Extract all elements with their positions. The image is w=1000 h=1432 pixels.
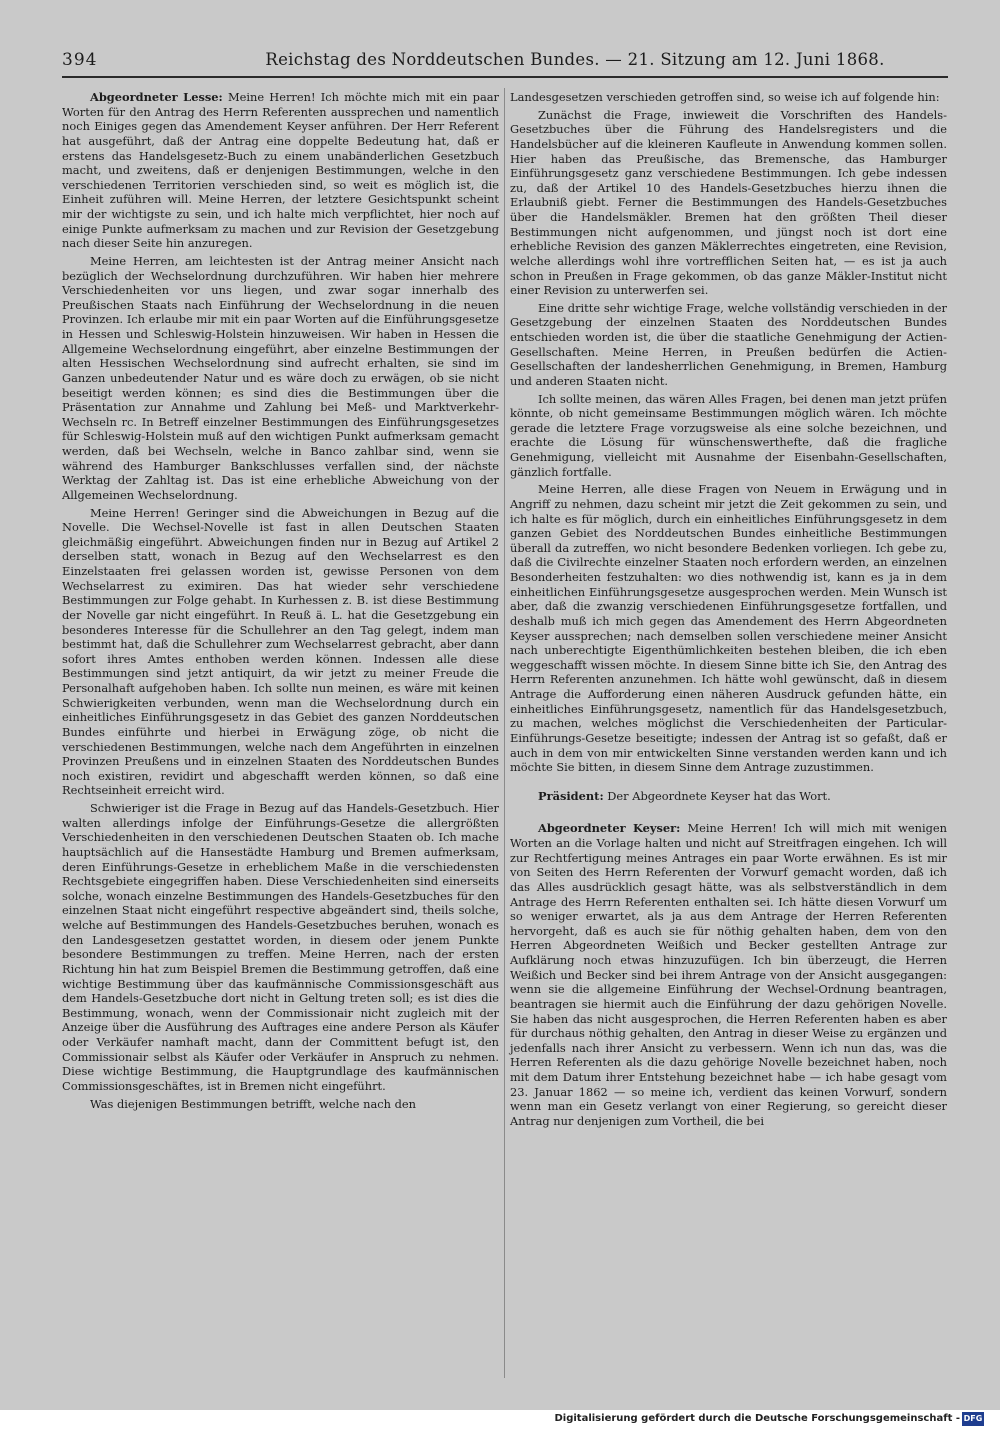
paragraph-text: Meine Herren, am leichtesten ist der Antrag meiner Ansicht nach bezüglich der Wechselordnung durchzuführen. Wir haben hier mehrere Verschiedenheiten vor uns liegen, und zwar sogar innerhalb des Preußischen Staats nach Einführung der Wechselordnung in die neuen Provinzen. Ich erlaube mir mit ein paar Worten auf die Einführungsgesetze in Hessen und Schleswig-Holstein hinzuweisen. Wir haben in Hessen die Allgemeine Wechselordnung eingeführt, aber einzelne Bestimmungen der alten Hessischen Wechselordnung sind aufrecht erhalten, sie sind im Ganzen unbedeutender Natur und es wäre doch zu erwägen, ob sie nicht beseitigt werden können; es sind dies die Bestimmungen über die Präsentation zur Annahme und Zahlung bei Meß- und Marktverkehr-Wechseln rc. In Betreff einzelner Bestimmungen des Einführungsgesetzes für Schleswig-Holstein muß auf den wichtigen Punkt aufmerksam gemacht werden, daß bei Wechseln, welche in Banco zahlbar sind, wenn sie während des Hamburger Bankschlusses verfallen sind, der nächste Werktag der Zahltag ist. Das ist eine erhebliche Abweichung von der Allgemeinen Wechselordnung.	[62, 253, 499, 502]
paragraph-text: Schwieriger ist die Frage in Bezug auf das Handels-Gesetzbuch. Hier walten allerdings infolge der Einführungs-Gesetze die allergrößten Verschiedenheiten in den verschiedenen Deutschen Staaten ob. Ich mache hauptsächlich auf die Hansestädte Hamburg und Bremen aufmerksam, deren Einführungs-Gesetze in erheblichem Maße in die verschiedensten Rechtsgebiete eingegriffen haben. Diese Verschiedenheiten sind einerseits solche, wonach einzelne Bestimmungen des Handels-Gesetzbuches für den einzelnen Staat nicht eingeführt respective abgeändert sind, theils solche, welche auf Bestimmungen des Handels-Gesetzbuches beruhen, wonach es den Landesgesetzen gestattet worden, in diesem oder jenem Punkte besondere Bestimmungen zu treffen. Meine Herren, nach der ersten Richtung hin hat zum Beispiel Bremen die Bestimmung getroffen, daß eine wichtige Bestimmung über das kaufmännische Commissionsgeschäft aus dem Handels-Gesetzbuche dort nicht in Geltung treten soll; es ist dies die Bestimmung, wonach, wenn der Commissionair nicht zugleich mit der Anzeige über die Ausführung des Auftrages eine andere Person als Käufer oder Verkäufer namhaft macht, dann der Committent befugt ist, den Commissionair selbst als Käufer oder Verkäufer in Anspruch zu nehmen. Diese wichtige Bestimmung, die Hauptgrundlage des kaufmännischen Commissionsgeschäftes, ist in Bremen nicht eingeführt.	[62, 801, 499, 1093]
paragraph-text: Zunächst die Frage, inwieweit die Vorschriften des Handels-Gesetzbuches über die Führung des Handelsregisters und die Handelsbücher auf die kleineren Kaufleute in Anwendung kommen sollen. Hier haben das Preußische, das Bremensche, das Hamburger Einführungsgesetz ganz verschiedene Bestimmungen. Ich gebe indessen zu, daß der Artikel 10 des Handels-Gesetzbuches hierzu ihnen die Erlaubniß giebt. Ferner die Bestimmungen des Handels-Gesetzbuches über die Handelsmäkler. Bremen hat den größten Theil dieser Bestimmungen nicht aufgenommen, und jüngst noch ist dort eine erhebliche Revision des ganzen Mäklerrechtes eingetreten, eine Revision, welche allerdings wohl ihre vortrefflichen Seiten hat, — es ist ja auch schon in Preußen in Frage gekommen, ob das ganze Mäkler-Institut nicht einer Revision zu unterwerfen sei.	[510, 107, 947, 298]
paragraph-text: Meine Herren! Ich will mich mit wenigen Worten an die Vorlage halten und nicht auf Streitfragen eingehen. Ich will zur Rechtfertigung meines Antrages ein paar Worte erwähnen. Es ist mir von Seiten des Herrn Referenten der Vorwurf gemacht worden, daß ich das Alles ausdrücklich gesagt hätte, was als selbstverständlich in dem Antrage des Herrn Referenten enthalten sei. Ich hätte diesen Vorwurf um so weniger erwartet, als ja aus dem Antrage der Herren Referenten hervorgeht, daß es auch sie für nöthig gehalten haben, dem von den Herren Abgeordneten Weißich und Becker gestellten Antrage zur Aufklärung noch etwas hinzuzufügen. Ich bin überzeugt, die Herren Weißich und Becker sind bei ihrem Antrage von der Ansicht ausgegangen: wenn sie die allgemeine Einführung der Wechsel-Ordnung beantragen, beantragen sie hiermit auch die Einführung der dazu gehörigen Novelle. Sie haben das nicht ausgesprochen, die Herren Referenten haben es aber für durchaus nöthig gehalten, den Antrag in dieser Weise zu ergänzen und jedenfalls nach ihrer Ansicht zu verbessern. Wenn ich nun das, was die Herren Referenten als die dazu gehörige Novelle bezeichnet haben, noch mit dem Datum ihrer Entstehung bezeichnet habe — ich habe gesagt vom 23. Januar 1862 — so meine ich, verdient das keinen Vorwurf, sondern wenn man ein Gesetz verlangt von einer Regierung, so gereicht dieser Antrag nur denjenigen zum Vortheil, die bei	[510, 821, 948, 1128]
dfg-logo-icon: DFG	[962, 1412, 984, 1426]
paragraph	[62, 90, 499, 251]
running-head: Reichstag des Norddeutschen Bundes. — 21. Sitzung am 12. Juni 1868.	[265, 50, 885, 69]
paragraph	[62, 254, 499, 503]
paragraph	[510, 301, 947, 389]
paragraph-text: Ich sollte meinen, das wären Alles Fragen, bei denen man jetzt prüfen könnte, ob nicht gemeinsame Bestimmungen möglich wären. Ich möchte gerade die letztere Frage vorzugsweise als eine solche bezeichnen, und erachte die Lösung für wünschenswerthefte, daß die fragliche Genehmigung, vielleicht mit Ausnahme der Eisenbahn-Gesellschaften, gänzlich fortfalle.	[510, 391, 947, 479]
column-divider	[504, 88, 505, 1378]
paragraph-text: Meine Herren! Ich möchte mich mit ein paar Worten für den Antrag des Herrn Referenten aussprechen und namentlich noch Einiges gegen das Amendement Keyser anführen. Der Herr Referent hat ausgeführt, daß der Antrag eine doppelte Bedeutung hat, daß er erstens das Handelsgesetz-Buch zu einem unabänderlichen Gesetzbuch macht, und zweitens, daß er denjenigen Bestimmungen, welche in den verschiedenen Territorien verschieden sind, so weit es möglich ist, die Einheit zuführen will. Meine Herren, der letztere Gesichtspunkt scheint mir der wichtigste zu sein, und ich halte mich verpflichtet, hier noch auf einige Punkte aufmerksam zu machen und zur Revision der Gesetzgebung nach dieser Seite hin anzuregen.	[62, 90, 499, 251]
paragraph-text: Der Abgeordnete Keyser hat das Wort.	[607, 788, 831, 803]
paragraph-text: Meine Herren! Geringer sind die Abweichungen in Bezug auf die Novelle. Die Wechsel-Novelle ist fast in allen Deutschen Staaten gleichmäßig eingeführt. Abweichungen finden nur in Bezug auf Artikel 2 derselben statt, wonach in Bezug auf den Wechselarrest es den Einzelstaaten frei gelassen worden ist, gewisse Personen von dem Wechselarrest zu eximiren. Das hat wieder sehr verschiedene Bestimmungen zur Folge gehabt. In Kurhessen z. B. ist diese Bestimmung der Novelle gar nicht eingeführt. In Reuß ä. L. hat die Gesetzgebung ein besonderes Interesse für die Schullehrer an den Tag gelegt, indem man bestimmt hat, daß die Schullehrer zum Wechselarrest gebracht, aber dann sofort ihres Amtes enthoben werden können. Indessen alle diese Bestimmungen sind jetzt antiquirt, da wir jetzt zu meiner Freude die Personalhaft aufgehoben haben. Ich sollte nun meinen, es wäre mit keinen Schwierigkeiten verbunden, wenn man die Wechselordnung durch ein einheitliches Einführungsgesetz in das Gebiet des ganzen Norddeutschen Bundes einführte und hierbei in Erwägung zöge, ob nicht die verschiedenen Bestimmungen, welche nach dem Angeführten in einzelnen Provinzen Preußens und in einzelnen Staaten des Norddeutschen Bundes noch existiren, revidirt und abgeschafft werden können, so daß eine Rechtseinheit erreicht wird.	[62, 505, 499, 798]
header-rule	[62, 76, 948, 78]
paragraph-text: Landesgesetzen verschieden getroffen sind, so weise ich auf folgende hin:	[510, 90, 940, 104]
paragraph-text: Was diejenigen Bestimmungen betrifft, welche nach den	[90, 1096, 416, 1111]
speaker-name: Präsident:	[538, 788, 604, 803]
footer-bar	[0, 1410, 1000, 1432]
paragraph	[510, 789, 947, 804]
digitization-credit: Digitalisierung gefördert durch die Deutsche Forschungsgemeinschaft -	[554, 1413, 960, 1424]
left-column	[62, 90, 499, 1114]
paragraph	[510, 821, 947, 1128]
page-number: 394	[62, 50, 98, 70]
paragraph-text: Meine Herren, alle diese Fragen von Neuem in Erwägung und in Angriff zu nehmen, dazu scheint mir jetzt die Zeit gekommen zu sein, und ich halte es für möglich, durch ein einheitliches Einführungsgesetz in dem ganzen Gebiet des Norddeutschen Bundes einheitliche Bestimmungen überall da zutreffen, wo nicht besondere Bedenken vorliegen. Ich gebe zu, daß die Civilrechte einzelner Staaten noch erfordern werden, an einzelnen Besonderheiten festzuhalten: wo dies nothwendig ist, kann es ja in dem einheitlichen Einführungsgesetze ausgesprochen werden. Mein Wunsch ist aber, daß die zwanzig verschiedenen Einführungsgesetze fortfallen, und deshalb muß ich mich gegen das Amendement des Herrn Abgeordneten Keyser aussprechen; nach demselben sollen verschiedene meiner Ansicht nach unberechtigte Eigenthümlichkeiten bestehen bleiben, die ich eben weggeschafft wissen möchte. In diesem Sinne bitte ich Sie, den Antrag des Herrn Referenten anzunehmen. Ich hätte wohl gewünscht, daß in diesem Antrage die Aufforderung einen näheren Ausdruck gefunden hätte, ein einheitliches Einführungsgesetz, namentlich für das Handelsgesetzbuch, zu machen, welches möglichst die Verschiedenheiten der Particular-Einführungs-Gesetze beseitigte; indessen der Antrag ist so gefaßt, daß er auch in dem von mir entwickelten Sinne verstanden werden kann und ich möchte Sie bitten, in diesem Sinne dem Antrage zuzustimmen.	[510, 482, 947, 775]
page-header	[62, 50, 948, 76]
paragraph	[510, 482, 947, 775]
paragraph	[510, 108, 947, 298]
right-column	[510, 90, 947, 1132]
paragraph	[62, 506, 499, 799]
paragraph-text: Eine dritte sehr wichtige Frage, welche vollständig verschieden in der Gesetzgebung der einzelnen Staaten des Norddeutschen Bundes entschieden worden ist, die über die staatliche Genehmigung der Actien-Gesellschaften. Meine Herren, in Preußen bedürfen die Actien-Gesellschaften der landesherrlichen Genehmigung, in Bremen, Hamburg und anderen Staaten nicht.	[510, 300, 947, 388]
paragraph	[510, 392, 947, 480]
speaker-name: Abgeordneter Keyser:	[538, 821, 681, 836]
speaker-name: Abgeordneter Lesse:	[90, 90, 223, 104]
paragraph	[510, 90, 947, 105]
paragraph	[62, 1097, 499, 1112]
paragraph	[62, 801, 499, 1094]
